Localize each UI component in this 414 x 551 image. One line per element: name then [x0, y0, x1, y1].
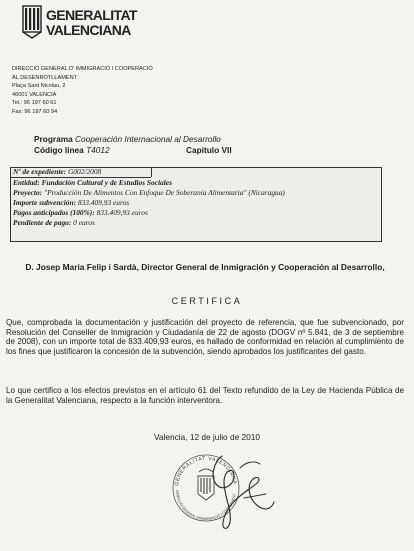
address-block	[12, 65, 153, 117]
certifica-heading: CERTIFICA	[171, 296, 243, 306]
stamp-text-bottom: DIRECCIÓ GENERAL D'IMMIGRACIÓ I COOPERACIÓ	[174, 489, 237, 522]
importe-label: Importe subvención:	[13, 198, 77, 207]
address-line: Plaça Sant Nicolau, 2	[12, 83, 66, 90]
box-divider	[151, 168, 152, 177]
entidad-label: Entidad:	[13, 178, 40, 187]
address-line: 46001 VALENCIA	[12, 91, 57, 98]
importe-value: 833.409,93 euros	[77, 198, 130, 207]
paragraph-2: Lo que certifico a los efectos previstos en el artículo 61 del Texto refundido de la Ley de Hacienda Pública de la Generalitat Valenciana, respecto a la función interventora.	[6, 386, 404, 405]
address-line: Fax: 96 197 60 94	[12, 108, 58, 115]
date-line: Valencia, 12 de julio de 2010	[154, 432, 260, 442]
pagos-label: Pagos anticipados (100%):	[13, 208, 95, 217]
expediente-number-value: G002/2008	[67, 167, 102, 176]
pagos-row	[13, 208, 148, 218]
address-line: Tel.: 96 197 60 61	[12, 100, 57, 107]
importe-row	[13, 198, 129, 208]
stamp-text-top: GENERALITAT VALENCIANA	[174, 455, 238, 487]
director-line: D. Josep Maria Felip i Sardà, Director General de Inmigración y Cooperación al Desarrollo,	[25, 262, 385, 272]
address-line: AL DESENROTLLAMENT	[12, 74, 78, 81]
address-line: DIRECCIÓ GENERAL D' IMMIGRACIÓ I COOPERACIÓ	[12, 66, 153, 72]
expediente-box	[10, 167, 382, 242]
pendiente-row	[13, 218, 95, 228]
programa-label: Programa	[34, 134, 73, 144]
pagos-value: 833.409,93 euros	[96, 208, 148, 217]
capitulo: Capítulo VII	[186, 144, 232, 155]
expediente-number-row	[13, 167, 101, 177]
programa-block	[34, 134, 232, 155]
codigo-value: T4012	[86, 144, 110, 155]
logo-line2: VALENCIANA	[46, 22, 131, 38]
generalitat-logo	[22, 5, 162, 41]
entidad-value: Fundación Cultural y de Estudios Sociales	[41, 178, 172, 187]
codigo-label: Código línea	[34, 144, 84, 155]
pendiente-value: 0 euros	[73, 218, 95, 227]
proyecto-value: "Producción De Alimentos Con Enfoque De Soberanía Alimentaria" (Nicaragua)	[44, 188, 285, 197]
proyecto-row	[13, 188, 285, 198]
handwritten-signature	[200, 448, 290, 538]
expediente-number-label: Nº de expediente:	[13, 167, 67, 176]
programa-value: Cooperación Internacional al Desarrollo	[75, 134, 221, 144]
proyecto-label: Proyecto:	[13, 188, 43, 197]
pendiente-label: Pendiente de pago:	[13, 218, 72, 227]
paragraph-1: Que, comprobada la documentación y justificación del proyecto de referencia, que fue subvencionado, por Resolución del Conseller de Inmigración y Ciudadanía de 22 de agosto (DOGV nº 5.841, de 3 de septiembre de 2008), con un importe total de 833.409,93 euros, es hallado de conformidad en relación al cumplimiento de los fines que justificaron la concesión de la subvención, siendo aprobados los justificantes del gasto.	[6, 318, 404, 356]
logo-line1: GENERALITAT	[46, 7, 137, 23]
entidad-row	[13, 178, 172, 188]
generalitat-flag-icon	[22, 5, 42, 39]
